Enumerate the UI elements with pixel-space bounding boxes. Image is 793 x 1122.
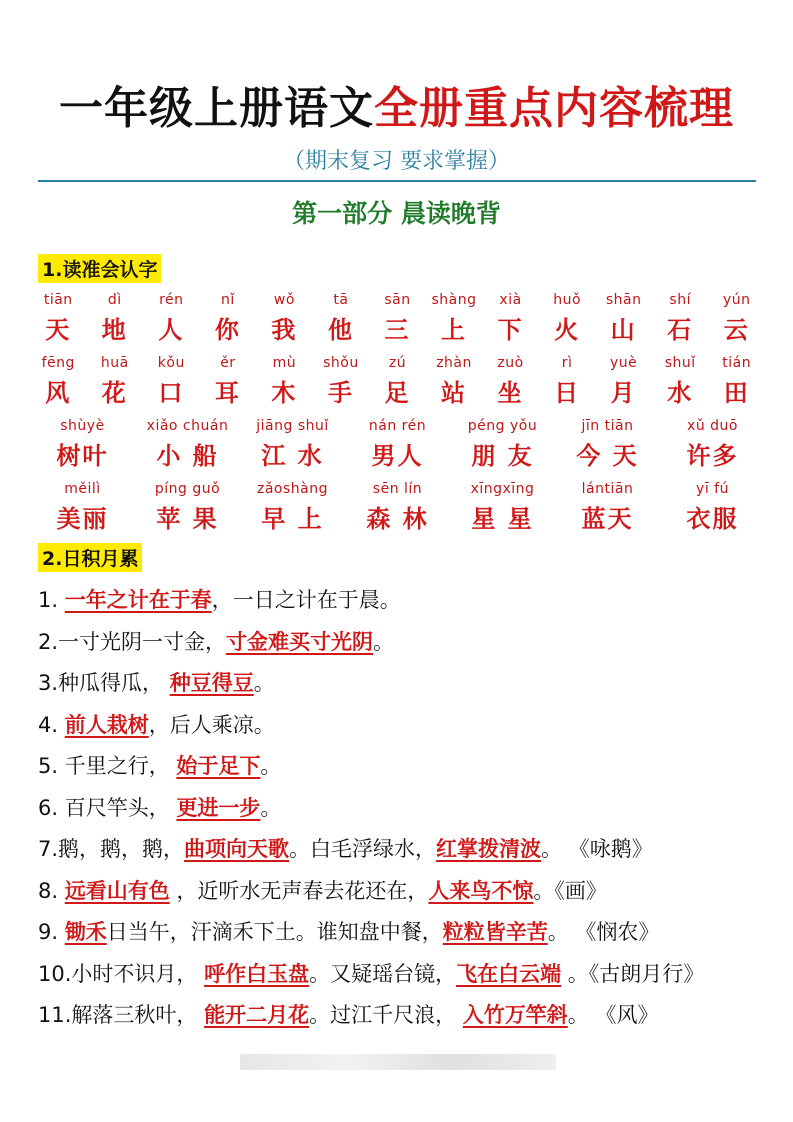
answer-text: 一年之计在于春 <box>64 588 212 612</box>
hanzi: 手 <box>327 379 354 407</box>
hanzi: 山 <box>610 316 637 344</box>
answer-text: 更进一步 <box>176 795 261 820</box>
page-title <box>0 72 793 136</box>
line-text: 3.种瓜得瓜， <box>38 671 170 695</box>
pinyin: nǐ <box>220 292 235 308</box>
pinyin: kǒu <box>157 355 185 371</box>
hanzi: 耳 <box>214 379 241 407</box>
character-cell <box>200 292 257 345</box>
line-text: ，一日之计在于晨。 <box>211 588 401 612</box>
hanzi: 许多 <box>686 442 739 470</box>
line-text: 日当午，汗滴禾下土。谁知盘中餐， <box>106 920 443 944</box>
line-text: 。 《悯农》 <box>547 920 660 944</box>
character-cell <box>426 292 483 345</box>
character-cell <box>539 292 596 345</box>
character-cell <box>345 418 450 471</box>
character-row <box>30 292 765 348</box>
pinyin: shùyè <box>60 418 105 434</box>
character-cell <box>652 355 709 408</box>
hanzi: 朋 友 <box>471 442 534 470</box>
hanzi: 天 <box>45 316 72 344</box>
character-cell <box>200 355 257 408</box>
pinyin: jīn tiān <box>581 418 634 434</box>
pinyin: zǎoshàng <box>257 481 328 497</box>
accumulation-line <box>38 792 763 822</box>
hanzi: 花 <box>101 379 128 407</box>
section-heading-characters: 1.读准会认字 <box>38 254 161 283</box>
watermark-blur <box>240 1054 556 1070</box>
hanzi: 苹 果 <box>156 505 219 533</box>
line-text: 。过江千尺浪， <box>309 1003 463 1027</box>
accumulation-line <box>38 875 763 905</box>
hanzi: 云 <box>723 316 750 344</box>
answer-text: 人来鸟不惊 <box>428 878 534 903</box>
hanzi: 美丽 <box>56 505 109 533</box>
pinyin: yuè <box>610 355 638 371</box>
pinyin: péng yǒu <box>467 418 538 434</box>
character-cell <box>30 292 87 345</box>
part-title: 第一部分 晨读晚背 <box>292 199 501 228</box>
answer-text: 飞在白云端 <box>456 961 562 986</box>
accumulation-line <box>38 626 763 656</box>
answer-text: 入竹万竿斜 <box>462 1003 568 1027</box>
pinyin: zú <box>388 355 407 371</box>
hanzi: 火 <box>554 316 581 344</box>
answer-text: 锄禾 <box>64 920 107 944</box>
line-text: 。 《风》 <box>567 1003 659 1027</box>
hanzi: 我 <box>271 316 298 344</box>
hanzi: 口 <box>158 379 185 407</box>
pinyin: jiāng shuǐ <box>256 418 329 434</box>
line-text: 8. <box>38 878 65 903</box>
hanzi: 蓝天 <box>581 505 634 533</box>
character-cell <box>660 481 765 534</box>
hanzi: 石 <box>667 316 694 344</box>
character-row <box>30 481 765 537</box>
character-cell <box>30 418 135 471</box>
hanzi: 人 <box>158 316 185 344</box>
character-cell <box>652 292 709 345</box>
pinyin: yī fú <box>696 481 729 497</box>
hanzi: 小 船 <box>156 442 219 470</box>
accumulation-line <box>38 916 763 946</box>
character-cell <box>240 418 345 471</box>
hanzi: 地 <box>101 316 128 344</box>
title-black-part: 一年级上册语文 <box>59 83 374 134</box>
line-text: 。又疑瑶台镜， <box>309 961 457 986</box>
pinyin: dì <box>107 292 122 308</box>
line-text: ，后人乘凉。 <box>148 712 275 737</box>
accumulation-line <box>38 584 763 614</box>
hanzi: 足 <box>384 379 411 407</box>
accumulation-line <box>38 833 763 863</box>
hanzi: 木 <box>271 379 298 407</box>
pinyin: ěr <box>220 355 236 371</box>
character-cell <box>256 355 313 408</box>
pinyin: zuò <box>497 355 524 371</box>
answer-text: 呼作白玉盘 <box>204 961 310 986</box>
answer-text: 曲项向天歌 <box>184 837 290 861</box>
character-cell <box>369 292 426 345</box>
character-cell <box>87 355 144 408</box>
character-cell <box>708 292 765 345</box>
answer-text: 粒粒皆辛苦 <box>442 920 548 944</box>
character-cell <box>426 355 483 408</box>
divider <box>38 180 756 182</box>
line-text: 。 《咏鹅》 <box>541 837 653 861</box>
hanzi: 星 星 <box>471 505 534 533</box>
line-text: ，近听水无声春去花还在， <box>169 878 429 903</box>
character-cell <box>555 418 660 471</box>
pinyin: mù <box>272 355 297 371</box>
character-cell <box>313 292 370 345</box>
character-cell <box>345 481 450 534</box>
line-text: 。《古朗月行》 <box>561 961 705 986</box>
hanzi: 水 <box>667 379 694 407</box>
character-cell <box>555 481 660 534</box>
character-row <box>30 355 765 411</box>
pinyin: zhàn <box>436 355 472 371</box>
character-cell <box>539 355 596 408</box>
pinyin: tiān <box>43 292 73 308</box>
character-cell <box>482 292 539 345</box>
pinyin: fēng <box>41 355 75 371</box>
line-text: 。 <box>253 671 275 695</box>
line-text: 6. 百尺竿头， <box>38 795 177 820</box>
pinyin: rén <box>159 292 184 308</box>
pinyin: nán rén <box>368 418 427 434</box>
character-cell <box>30 481 135 534</box>
hanzi: 坐 <box>497 379 524 407</box>
pinyin: shuǐ <box>664 355 696 371</box>
accumulation-line <box>38 709 763 739</box>
line-text: 7.鹅，鹅，鹅， <box>38 837 185 861</box>
line-text: 9. <box>38 920 65 944</box>
answer-text: 能开二月花 <box>204 1003 310 1027</box>
accumulation-line <box>38 999 763 1029</box>
character-cell <box>450 481 555 534</box>
character-cell <box>240 481 345 534</box>
hanzi: 站 <box>441 379 468 407</box>
character-cell <box>313 355 370 408</box>
section-heading-accumulation: 2.日积月累 <box>38 543 142 572</box>
hanzi: 树叶 <box>56 442 109 470</box>
answer-text: 远看山有色 <box>64 878 170 903</box>
character-cell <box>595 355 652 408</box>
character-cell <box>256 292 313 345</box>
line-text: 4. <box>38 712 65 737</box>
pinyin: xīngxīng <box>470 481 535 497</box>
pinyin: shān <box>605 292 642 308</box>
line-text: 5. 千里之行， <box>38 754 177 778</box>
pinyin: yún <box>722 292 751 308</box>
line-text: 2.一寸光阴一寸金， <box>38 629 227 654</box>
hanzi: 男人 <box>371 442 424 470</box>
pinyin: xià <box>499 292 522 308</box>
answer-text: 寸金难买寸光阴 <box>226 629 374 654</box>
character-row <box>30 418 765 474</box>
hanzi: 他 <box>327 316 354 344</box>
character-cell <box>143 355 200 408</box>
pinyin: měilì <box>64 481 101 497</box>
character-cell <box>87 292 144 345</box>
hanzi: 田 <box>723 379 750 407</box>
hanzi: 今 天 <box>576 442 639 470</box>
hanzi: 上 <box>441 316 468 344</box>
line-text: 。白毛浮绿水， <box>289 837 437 861</box>
pinyin: lántiān <box>581 481 634 497</box>
pinyin: shí <box>669 292 691 308</box>
answer-text: 始于足下 <box>176 754 261 778</box>
hanzi: 日 <box>554 379 581 407</box>
line-text: 。《画》 <box>533 878 607 903</box>
character-cell <box>482 355 539 408</box>
line-text: 11.解落三秋叶， <box>38 1003 205 1027</box>
character-cell <box>135 418 240 471</box>
line-text: 。 <box>260 754 282 778</box>
character-cell <box>30 355 87 408</box>
hanzi: 月 <box>610 379 637 407</box>
hanzi: 你 <box>214 316 241 344</box>
line-text: 。 <box>260 795 282 820</box>
answer-text: 红掌拨清波 <box>436 837 542 861</box>
accumulation-line <box>38 667 763 697</box>
answer-text: 种豆得豆 <box>169 671 254 695</box>
pinyin: sēn lín <box>372 481 423 497</box>
accumulation-line <box>38 958 763 988</box>
hanzi: 下 <box>497 316 524 344</box>
hanzi: 衣服 <box>686 505 739 533</box>
title-red-part: 全册重点内容梳理 <box>374 83 734 134</box>
character-cell <box>135 481 240 534</box>
pinyin: huā <box>100 355 129 371</box>
line-text: 1. <box>38 588 65 612</box>
character-cell <box>143 292 200 345</box>
line-text: 10.小时不识月， <box>38 961 205 986</box>
character-cell <box>595 292 652 345</box>
pinyin: xiǎo chuán <box>146 418 229 434</box>
character-cell <box>708 355 765 408</box>
hanzi: 早 上 <box>261 505 324 533</box>
hanzi: 江 水 <box>261 442 324 470</box>
pinyin: huǒ <box>553 292 582 308</box>
answer-text: 前人栽树 <box>64 712 149 737</box>
pinyin: tā <box>333 292 349 308</box>
character-cell <box>369 355 426 408</box>
pinyin: rì <box>561 355 573 371</box>
hanzi: 风 <box>45 379 72 407</box>
character-cell <box>660 418 765 471</box>
hanzi: 森 林 <box>366 505 429 533</box>
line-text: 。 <box>373 629 395 654</box>
character-cell <box>450 418 555 471</box>
pinyin: sān <box>384 292 411 308</box>
pinyin: wǒ <box>273 292 295 308</box>
pinyin: tián <box>722 355 752 371</box>
page-subtitle: （期末复习 要求掌握） <box>283 149 510 174</box>
pinyin: shǒu <box>323 355 359 371</box>
pinyin: píng guǒ <box>154 481 221 497</box>
pinyin: xǔ duō <box>687 418 738 434</box>
hanzi: 三 <box>384 316 411 344</box>
accumulation-line <box>38 750 763 780</box>
pinyin: shàng <box>431 292 477 308</box>
